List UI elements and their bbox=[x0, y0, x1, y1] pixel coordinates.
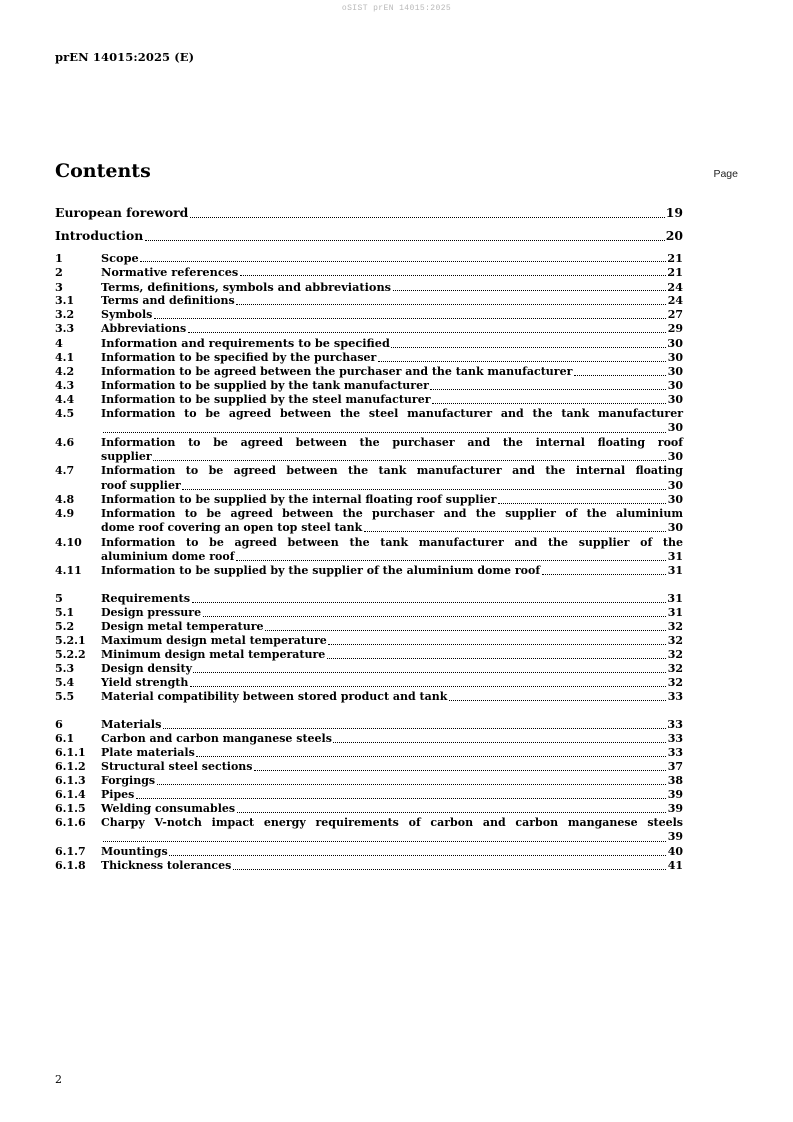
toc-entry-label: Maximum design metal temperature bbox=[101, 633, 327, 647]
toc-entry[interactable] bbox=[55, 816, 683, 845]
toc-entry-page: 39 bbox=[667, 830, 683, 844]
toc-entry-label: Information to be agreed between the tank manufacturer and the internal floating bbox=[101, 464, 683, 478]
toc-entry[interactable] bbox=[55, 265, 683, 279]
toc-entry-line bbox=[101, 365, 683, 379]
toc-entry-page: 33 bbox=[667, 690, 683, 704]
toc-entry-number: 5.4 bbox=[55, 676, 75, 690]
toc-entry-page: 32 bbox=[667, 619, 683, 633]
toc-entry-label: Minimum design metal temperature bbox=[101, 647, 326, 661]
toc-entry-number: 1 bbox=[55, 250, 63, 265]
toc-leader-dots bbox=[182, 489, 666, 490]
toc-entry-number: 4.3 bbox=[55, 378, 75, 392]
toc-entry-label-cont bbox=[101, 550, 683, 564]
toc-leader-dots bbox=[190, 217, 665, 218]
toc-entry-number: 6.1.1 bbox=[55, 745, 86, 759]
toc-entry-label-tail: supplier bbox=[101, 450, 152, 463]
toc-leader-dots bbox=[236, 304, 666, 305]
toc-entry-number: 6.1 bbox=[55, 731, 75, 745]
toc-entry[interactable] bbox=[55, 676, 683, 690]
toc-entry-label: Scope bbox=[101, 250, 139, 265]
toc-entry-page: 30 bbox=[667, 336, 683, 351]
toc-entry-line bbox=[101, 591, 683, 605]
toc-entry-label: Carbon and carbon manganese steels bbox=[101, 731, 332, 745]
toc-entry-label: Information to be agreed between the tank manufacturer and the supplier of the bbox=[101, 535, 683, 549]
toc-leader-dots bbox=[393, 290, 666, 291]
toc-entry-page: 32 bbox=[667, 647, 683, 661]
toc-entry[interactable] bbox=[55, 280, 683, 294]
toc-spacer bbox=[55, 704, 683, 717]
toc-leader-dots bbox=[103, 841, 667, 842]
document-reference: prEN 14015:2025 (E) bbox=[55, 50, 195, 64]
toc-entry-label-cont bbox=[101, 450, 683, 464]
toc-entry-line bbox=[101, 788, 683, 802]
toc-entry-line bbox=[101, 717, 683, 731]
toc-entry-label: Information and requirements to be specified bbox=[101, 336, 390, 351]
toc-leader-dots bbox=[449, 700, 666, 701]
toc-entry-number: 4 bbox=[55, 336, 63, 351]
toc-leader-dots bbox=[145, 240, 665, 241]
toc-entry-label: Information to be supplied by the supplier of the aluminium dome roof bbox=[101, 564, 541, 578]
toc-entry-label: Forgings bbox=[101, 773, 156, 787]
toc-entry-page: 32 bbox=[667, 633, 683, 647]
toc-leader-dots bbox=[169, 855, 666, 856]
toc-entry-line bbox=[101, 393, 683, 407]
toc-entry-label: Structural steel sections bbox=[101, 759, 253, 773]
toc-entry-page: 31 bbox=[667, 564, 683, 578]
toc-entry[interactable] bbox=[55, 407, 683, 436]
toc-entry-label-tail: roof supplier bbox=[101, 478, 181, 492]
toc-entry-label-cont bbox=[101, 421, 683, 435]
toc-entry-number: 6.1.2 bbox=[55, 759, 86, 773]
toc-entry-label: Information to be agreed between the purchaser and the tank manufacturer bbox=[101, 364, 573, 378]
toc-entry-line bbox=[101, 760, 683, 774]
toc-entry-page: 30 bbox=[667, 521, 683, 535]
toc-entry-body bbox=[101, 816, 683, 845]
toc-leader-dots bbox=[327, 658, 666, 659]
toc-entry[interactable] bbox=[55, 788, 683, 802]
toc-entry-line bbox=[101, 336, 683, 350]
footer-page-number: 2 bbox=[55, 1073, 62, 1086]
toc-entry-label: Pipes bbox=[101, 788, 135, 801]
toc-entry[interactable] bbox=[55, 205, 683, 221]
toc-entry-line bbox=[101, 322, 683, 336]
toc-entry-number: 6.1.3 bbox=[55, 773, 86, 787]
toc-entry-page: 33 bbox=[667, 717, 683, 732]
toc-entry[interactable] bbox=[55, 564, 683, 578]
toc-entry-page: 39 bbox=[667, 802, 683, 816]
toc-entry-label-cont bbox=[101, 479, 683, 493]
toc-entry-page: 37 bbox=[667, 759, 683, 773]
toc-entry-line bbox=[101, 774, 683, 788]
toc-entry-page: 30 bbox=[667, 421, 683, 435]
toc-entry[interactable] bbox=[55, 336, 683, 350]
toc-entry-number: 5.2.2 bbox=[55, 647, 86, 661]
toc-entry-number: 4.4 bbox=[55, 393, 75, 407]
toc-entry-label: Design metal temperature bbox=[101, 619, 264, 633]
toc-entry-page: 24 bbox=[667, 279, 683, 294]
toc-leader-dots bbox=[154, 318, 666, 319]
toc-entry-line bbox=[101, 294, 683, 308]
toc-entry[interactable] bbox=[55, 493, 683, 507]
toc-entry[interactable] bbox=[55, 717, 683, 731]
toc-entry-label-cont bbox=[101, 830, 683, 844]
toc-entry-line bbox=[55, 228, 683, 244]
toc-entry-page: 30 bbox=[667, 350, 683, 364]
toc-entry-page: 19 bbox=[665, 205, 683, 220]
toc-leader-dots bbox=[432, 403, 666, 404]
toc-entry[interactable] bbox=[55, 802, 683, 816]
toc-entry-page: 30 bbox=[667, 492, 683, 506]
toc-leader-dots bbox=[236, 560, 666, 561]
toc-entry-label: Thickness tolerances bbox=[101, 858, 232, 872]
toc-entry[interactable] bbox=[55, 228, 683, 244]
toc-entry-page: 31 bbox=[667, 591, 683, 606]
toc-entry[interactable] bbox=[55, 322, 683, 336]
toc-entry-number: 5.3 bbox=[55, 662, 75, 675]
toc-entry-page: 33 bbox=[667, 745, 683, 759]
toc-leader-dots bbox=[190, 686, 666, 687]
toc-entry-line bbox=[101, 634, 683, 648]
toc-leader-dots bbox=[140, 261, 666, 262]
toc-entry-number: 4.11 bbox=[55, 564, 82, 578]
toc-entry-number: 4.9 bbox=[55, 506, 75, 520]
toc-leader-dots bbox=[430, 389, 666, 390]
toc-entry-line bbox=[101, 648, 683, 662]
toc-entry-number: 5.2 bbox=[55, 619, 75, 633]
toc-leader-dots bbox=[333, 742, 666, 743]
toc-entry-number: 4.2 bbox=[55, 364, 75, 378]
toc-entry-body bbox=[101, 436, 683, 465]
toc-entry-line bbox=[55, 205, 683, 221]
toc-leader-dots bbox=[163, 728, 666, 729]
toc-entry-number: 4.10 bbox=[55, 535, 82, 549]
toc-leader-dots bbox=[157, 784, 666, 785]
toc-leader-dots bbox=[193, 672, 666, 673]
toc-entry-body bbox=[101, 407, 683, 436]
toc-entry-line bbox=[101, 265, 683, 279]
toc-entry[interactable] bbox=[55, 379, 683, 393]
toc-entry-label: Materials bbox=[101, 717, 162, 732]
toc-entry-page: 38 bbox=[667, 773, 683, 787]
toc-entry-number: 3.1 bbox=[55, 294, 75, 308]
toc-entry-line bbox=[101, 802, 683, 816]
toc-entry-number: 6 bbox=[55, 717, 63, 732]
toc-entry[interactable] bbox=[55, 606, 683, 620]
toc-entry-label-tail: dome roof covering an open top steel tank bbox=[101, 521, 363, 535]
toc-entry[interactable] bbox=[55, 662, 683, 676]
toc-leader-dots bbox=[391, 347, 666, 348]
toc-entry[interactable] bbox=[55, 436, 683, 465]
toc-entry-label: Information to be supplied by the steel manufacturer bbox=[101, 393, 431, 407]
toc-leader-dots bbox=[188, 332, 666, 333]
toc-entry-line bbox=[101, 676, 683, 690]
toc-entry-label: Information to be supplied by the internal floating roof supplier bbox=[101, 492, 497, 506]
toc-entry[interactable] bbox=[55, 464, 683, 493]
toc-entry-page: 33 bbox=[667, 731, 683, 745]
toc-entry-body bbox=[101, 507, 683, 536]
toc-entry-label: Requirements bbox=[101, 591, 191, 606]
toc-entry-label: Normative references bbox=[101, 265, 239, 280]
toc-entry-number: 4.8 bbox=[55, 492, 75, 506]
toc-entry-line bbox=[101, 564, 683, 578]
toc-entry-label: Information to be specified by the purchaser bbox=[101, 350, 377, 364]
toc-entry-page: 32 bbox=[667, 676, 683, 690]
toc-entry[interactable] bbox=[55, 774, 683, 788]
toc-entry[interactable] bbox=[55, 251, 683, 265]
toc-entry-label: Mountings bbox=[101, 844, 168, 858]
toc-entry-number: 5.2.1 bbox=[55, 633, 86, 647]
toc-entry-line bbox=[101, 732, 683, 746]
toc-entry-line bbox=[101, 859, 683, 873]
toc-entry-page: 39 bbox=[667, 788, 683, 801]
toc-entry-label: Yield strength bbox=[101, 676, 189, 690]
toc-leader-dots bbox=[364, 531, 666, 532]
toc-entry-line bbox=[101, 308, 683, 322]
toc-entry-page: 30 bbox=[667, 378, 683, 392]
toc-entry-label: Information to be agreed between the purchaser and the supplier of the aluminium bbox=[101, 506, 683, 520]
toc-leader-dots bbox=[265, 630, 666, 631]
toc-entry[interactable] bbox=[55, 845, 683, 859]
toc-entry[interactable] bbox=[55, 591, 683, 605]
toc-entry-page: 21 bbox=[667, 250, 683, 265]
toc-entry-label: Welding consumables bbox=[101, 802, 236, 816]
toc-entry-line bbox=[101, 379, 683, 393]
toc-leader-dots bbox=[203, 616, 666, 617]
toc-entry-page: 30 bbox=[667, 478, 683, 492]
toc-entry-number: 4.6 bbox=[55, 435, 75, 449]
toc-entry[interactable] bbox=[55, 365, 683, 379]
toc-entry-label: Material compatibility between stored product and tank bbox=[101, 690, 448, 704]
toc-leader-dots bbox=[136, 798, 666, 799]
contents-heading-row bbox=[55, 160, 738, 182]
toc-entry[interactable] bbox=[55, 308, 683, 322]
toc-leader-dots bbox=[103, 432, 667, 433]
toc-entry-label-tail: aluminium dome roof bbox=[101, 549, 235, 563]
toc-entry[interactable] bbox=[55, 760, 683, 774]
table-of-contents bbox=[55, 205, 683, 873]
toc-entry-number: 3.3 bbox=[55, 322, 75, 336]
toc-entry-page: 30 bbox=[667, 364, 683, 378]
toc-entry-page: 30 bbox=[667, 393, 683, 407]
toc-entry-page: 40 bbox=[667, 844, 683, 858]
toc-entry-page: 29 bbox=[667, 322, 683, 336]
toc-entry-line bbox=[101, 493, 683, 507]
toc-entry-label: Design pressure bbox=[101, 605, 202, 619]
toc-entry-line bbox=[101, 351, 683, 365]
toc-leader-dots bbox=[233, 869, 666, 870]
toc-entry[interactable] bbox=[55, 648, 683, 662]
toc-entry-number: 2 bbox=[55, 265, 63, 280]
page-column-label: Page bbox=[713, 168, 738, 180]
toc-entry-label-cont bbox=[101, 521, 683, 535]
toc-entry-number: 4.5 bbox=[55, 407, 75, 421]
toc-leader-dots bbox=[254, 770, 666, 771]
toc-entry-page: 21 bbox=[667, 265, 683, 280]
toc-entry-page: 41 bbox=[667, 858, 683, 872]
toc-entry-number: 6.1.6 bbox=[55, 816, 86, 830]
toc-entry-page: 20 bbox=[665, 227, 683, 243]
toc-entry[interactable] bbox=[55, 294, 683, 308]
toc-spacer bbox=[55, 578, 683, 591]
toc-entry-page: 24 bbox=[667, 294, 683, 308]
toc-leader-dots bbox=[153, 460, 666, 461]
toc-entry[interactable] bbox=[55, 634, 683, 648]
toc-entry-label: Symbols bbox=[101, 308, 153, 322]
toc-entry-page: 31 bbox=[667, 549, 683, 563]
toc-leader-dots bbox=[196, 756, 666, 757]
toc-entry-line bbox=[101, 662, 683, 676]
toc-entry-line bbox=[101, 251, 683, 265]
toc-entry-page: 32 bbox=[667, 662, 683, 675]
toc-entry[interactable] bbox=[55, 393, 683, 407]
toc-leader-dots bbox=[237, 812, 666, 813]
toc-entry-label: European foreword bbox=[55, 205, 189, 220]
toc-entry[interactable] bbox=[55, 351, 683, 365]
toc-entry-label: Introduction bbox=[55, 227, 144, 243]
toc-entry-number: 4.7 bbox=[55, 464, 75, 478]
toc-entry-page: 27 bbox=[667, 308, 683, 322]
toc-leader-dots bbox=[240, 275, 666, 276]
toc-leader-dots bbox=[498, 503, 666, 504]
toc-entry-label: Design density bbox=[101, 662, 192, 675]
toc-entry-label: Information to be agreed between the steel manufacturer and the tank manufacturer bbox=[101, 407, 683, 421]
toc-entry-label: Terms and definitions bbox=[101, 294, 235, 308]
toc-leader-dots bbox=[574, 375, 666, 376]
toc-entry-page: 30 bbox=[667, 450, 683, 463]
toc-entry-body bbox=[101, 464, 683, 493]
toc-entry-label: Abbreviations bbox=[101, 322, 187, 336]
toc-entry-number: 6.1.4 bbox=[55, 788, 86, 801]
toc-entry-number: 6.1.7 bbox=[55, 844, 86, 858]
toc-entry-number: 5 bbox=[55, 591, 63, 606]
toc-entry-number: 3.2 bbox=[55, 308, 75, 322]
toc-leader-dots bbox=[328, 644, 666, 645]
toc-entry-number: 6.1.8 bbox=[55, 858, 86, 872]
toc-entry[interactable] bbox=[55, 690, 683, 704]
toc-entry-body bbox=[101, 536, 683, 565]
toc-leader-dots bbox=[192, 602, 666, 603]
toc-entry[interactable] bbox=[55, 859, 683, 873]
toc-entry-line bbox=[101, 280, 683, 294]
toc-entry-line bbox=[101, 690, 683, 704]
toc-entry-number: 6.1.5 bbox=[55, 802, 86, 816]
toc-entry-number: 3 bbox=[55, 279, 63, 294]
toc-entry[interactable] bbox=[55, 620, 683, 634]
toc-leader-dots bbox=[378, 361, 666, 362]
toc-entry-line bbox=[101, 606, 683, 620]
toc-entry-label: Plate materials bbox=[101, 745, 195, 759]
toc-entry-number: 5.5 bbox=[55, 690, 75, 704]
toc-entry-number: 5.1 bbox=[55, 605, 75, 619]
toc-entry-label: Charpy V-notch impact energy requirements of carbon and carbon manganese steels bbox=[101, 816, 683, 830]
toc-entry-label: Terms, definitions, symbols and abbreviations bbox=[101, 279, 392, 294]
toc-entry[interactable] bbox=[55, 746, 683, 760]
toc-entry-line bbox=[101, 620, 683, 634]
toc-leader-dots bbox=[542, 574, 666, 575]
toc-entry-label: Information to be agreed between the purchaser and the internal floating roof bbox=[101, 435, 683, 449]
toc-entry-number: 4.1 bbox=[55, 350, 75, 364]
toc-entry-page: 31 bbox=[667, 605, 683, 619]
toc-entry[interactable] bbox=[55, 732, 683, 746]
toc-entry-label: Information to be supplied by the tank manufacturer bbox=[101, 378, 429, 392]
toc-entry[interactable] bbox=[55, 536, 683, 565]
toc-entry-line bbox=[101, 845, 683, 859]
toc-entry-line bbox=[101, 746, 683, 760]
page-title: Contents bbox=[55, 160, 151, 182]
toc-entry[interactable] bbox=[55, 507, 683, 536]
watermark-text: oSIST prEN 14015:2025 bbox=[341, 4, 452, 13]
